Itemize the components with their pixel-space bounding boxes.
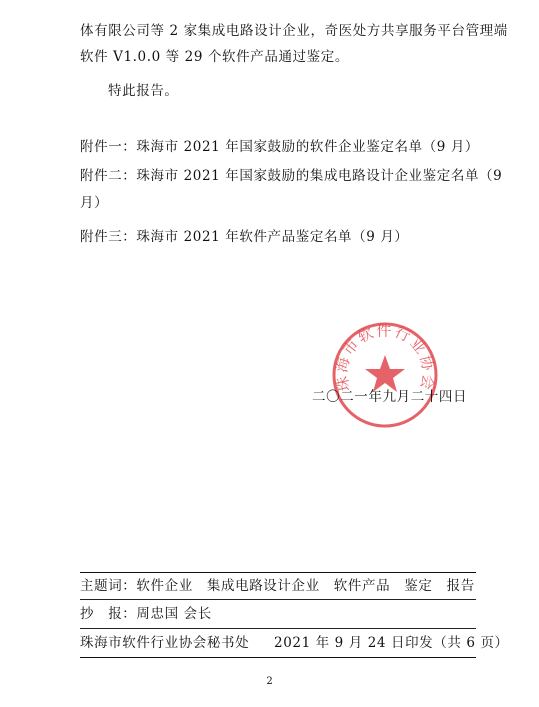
footer-rule-bottom [80, 657, 476, 658]
issuer: 珠海市软件行业协会秘书处 [80, 635, 250, 651]
page-number: 2 [266, 676, 273, 687]
footer-rule-1 [80, 599, 476, 600]
subject-keywords: 主题词：软件企业 集成电路设计企业 软件产品 鉴定 报告 [80, 578, 475, 594]
issue-date: 2021 年 9 月 24 日印发（共 6 页） [274, 635, 509, 651]
seal-icon [330, 320, 440, 430]
attachment-1: 附件一：珠海市 2021 年国家鼓励的软件企业鉴定名单（9 月） [80, 139, 480, 155]
svg-text:珠海市软件行业协会: 珠海市软件行业协会 [332, 321, 438, 394]
official-seal [330, 320, 440, 430]
attachment-2-line-1: 附件二：珠海市 2021 年国家鼓励的集成电路设计企业鉴定名单（9 [80, 168, 503, 184]
footer-rule-top [80, 572, 476, 573]
closing-text: 特此报告。 [108, 83, 179, 99]
signature-date: 二〇二一年九月二十四日 [312, 389, 468, 405]
attachment-2-line-2: 月） [80, 195, 109, 211]
body-line-1: 体有限公司等 2 家集成电路设计企业，奇医处方共享服务平台管理端 [80, 23, 508, 39]
copy-to: 抄 报：周忠国 会长 [80, 606, 212, 622]
attachment-3: 附件三：珠海市 2021 年软件产品鉴定名单（9 月） [80, 229, 409, 245]
body-line-2: 软件 V1.0.0 等 29 个软件产品通过鉴定。 [80, 49, 349, 65]
footer-rule-2 [80, 628, 476, 629]
